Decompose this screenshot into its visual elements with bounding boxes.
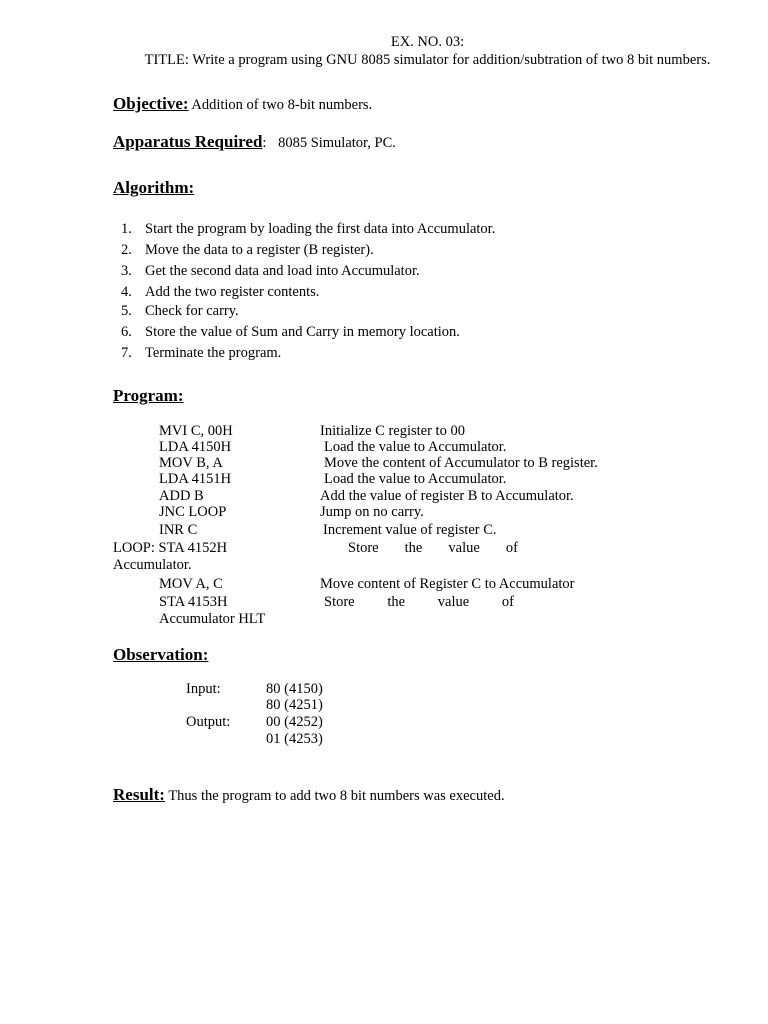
apparatus-text: 8085 Simulator, PC. [278, 135, 396, 151]
program-code: JNC LOOP [159, 504, 227, 520]
program-code: LDA 4150H [159, 439, 232, 455]
comment-word: value [437, 594, 470, 610]
program-code: INR C [159, 522, 198, 538]
result-heading: Result: [113, 785, 165, 804]
input-value: 80 (4251) [266, 697, 323, 713]
program-code: ADD B [159, 488, 204, 504]
algorithm-step-text: Check for carry. [145, 303, 239, 319]
objective-text: Addition of two 8-bit numbers. [191, 97, 373, 113]
algorithm-step-text: Store the value of Sum and Carry in memory location. [145, 324, 460, 340]
program-comment: Increment value of register C. [323, 522, 497, 538]
program-comment: Add the value of register B to Accumulator. [320, 488, 574, 504]
algorithm-step-number: 7. [121, 345, 132, 361]
apparatus-heading: Apparatus Required [113, 132, 263, 151]
program-heading: Program: [113, 386, 184, 405]
algorithm-step-number: 2. [121, 242, 132, 258]
algorithm-step-text: Terminate the program. [145, 345, 282, 361]
program-code: MOV B, A [159, 455, 223, 471]
exercise-number: EX. NO. 03: [390, 34, 465, 50]
algorithm-step-number: 4. [121, 284, 132, 300]
comment-word: Store [324, 594, 355, 610]
algorithm-step-number: 6. [121, 324, 132, 340]
output-value: 01 (4253) [266, 731, 323, 747]
program-code: STA 4153H [159, 594, 228, 610]
input-label: Input: [186, 681, 221, 697]
comment-word: the [404, 540, 423, 556]
program-comment: Initialize C register to 00 [320, 423, 465, 439]
algorithm-step-text: Add the two register contents. [145, 284, 320, 300]
algorithm-step-text: Move the data to a register (B register). [145, 242, 374, 258]
output-value: 00 (4252) [266, 714, 323, 730]
program-comment [348, 540, 518, 557]
program-comment: Move the content of Accumulator to B register. [324, 455, 598, 471]
program-code: MVI C, 00H [159, 423, 233, 439]
algorithm-step-text: Get the second data and load into Accumulator. [145, 263, 420, 279]
program-comment: Load the value to Accumulator. [324, 471, 507, 487]
input-value: 80 (4150) [266, 681, 323, 697]
program-code: MOV A, C [159, 576, 223, 592]
output-label: Output: [186, 714, 231, 730]
observation-heading: Observation: [113, 645, 209, 664]
comment-word: of [505, 540, 518, 556]
program-code: Accumulator HLT [159, 611, 266, 627]
program-code: LOOP: STA 4152H [113, 540, 228, 556]
comment-word: value [448, 540, 480, 556]
apparatus-colon: : [262, 135, 267, 151]
result-section [113, 786, 505, 805]
algorithm-step-text: Start the program by loading the first data into Accumulator. [145, 221, 496, 237]
algorithm-heading: Algorithm: [113, 178, 195, 197]
comment-word: Store [348, 540, 379, 556]
program-comment: Jump on no carry. [320, 504, 424, 520]
program-code: LDA 4151H [159, 471, 232, 487]
program-comment: Move content of Register C to Accumulator [320, 576, 575, 592]
program-comment [324, 594, 514, 611]
apparatus-section [113, 133, 396, 152]
objective-section [113, 95, 372, 114]
comment-word: of [501, 594, 514, 610]
objective-heading: Objective: [113, 94, 189, 113]
comment-word: the [387, 594, 406, 610]
algorithm-step-number: 5. [121, 303, 132, 319]
result-text: Thus the program to add two 8 bit numbers was executed. [168, 788, 505, 804]
document-title: TITLE: Write a program using GNU 8085 simulator for addition/subtration of two 8 bit numbers. [144, 52, 711, 68]
program-comment: Load the value to Accumulator. [324, 439, 507, 455]
program-code: Accumulator. [113, 557, 192, 573]
algorithm-step-number: 1. [121, 221, 132, 237]
algorithm-step-number: 3. [121, 263, 132, 279]
